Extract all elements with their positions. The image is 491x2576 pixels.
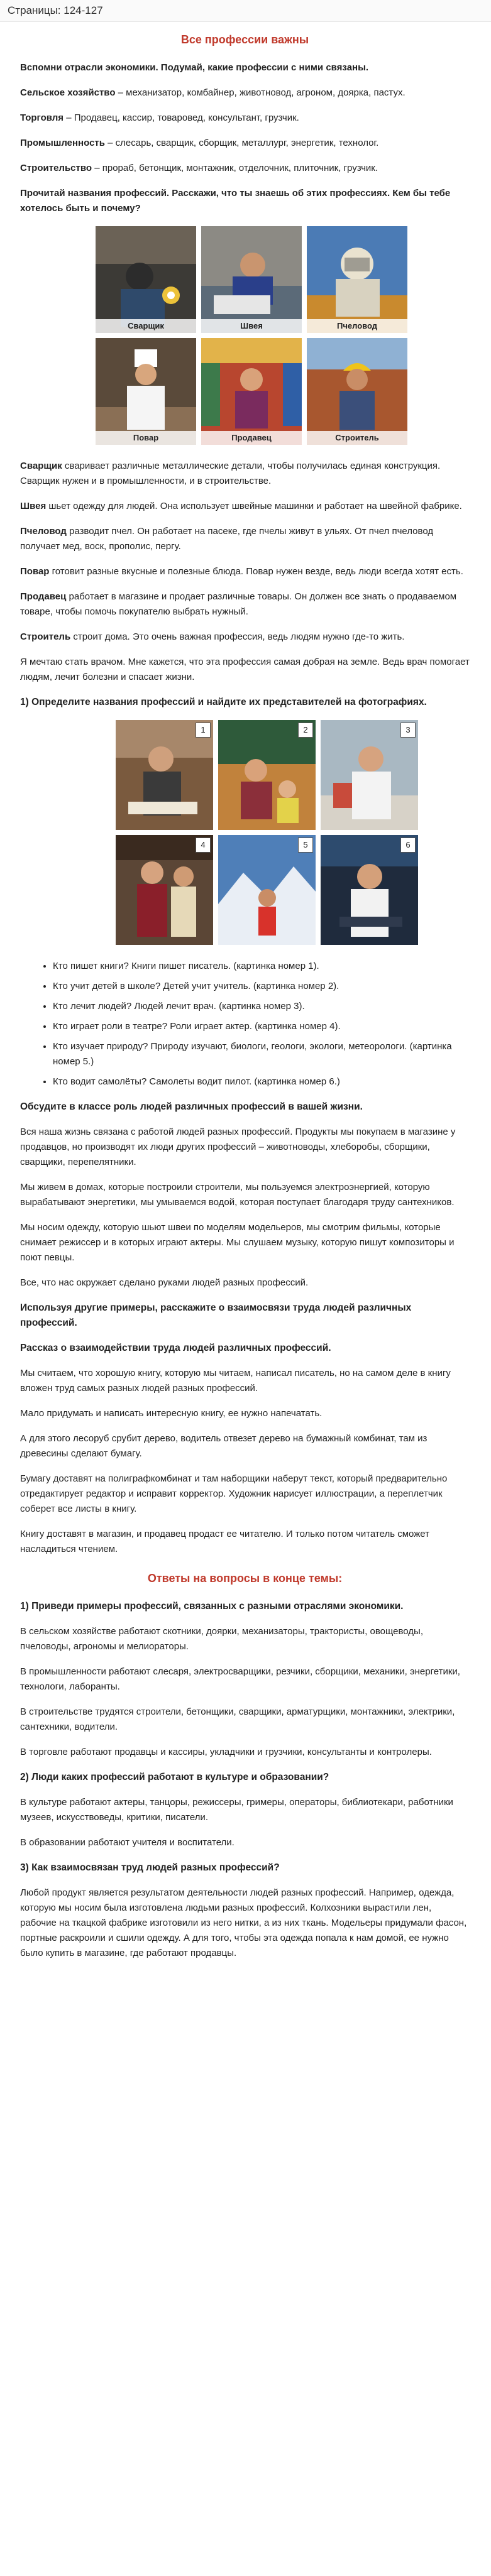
story-paragraph: Книгу доставят в магазин, и продавец продаст ее читателю. И только потом читатель сможет насладиться чтением.	[20, 1529, 429, 1554]
profession-name: Швея	[20, 501, 47, 511]
answer-paragraph: В промышленности работают слесаря, электросварщики, резчики, сборщики, механики, энергетики, технологи, лаборанты.	[20, 1666, 460, 1692]
professions-photo-grid	[96, 226, 407, 445]
seamstress-image	[201, 226, 302, 333]
profession-name: Пчеловод	[20, 526, 67, 537]
answer-paragraph: В торговле работают продавцы и кассиры, укладчики и грузчики, консультанты и контролеры.	[20, 1747, 432, 1757]
answer-paragraph: В строительстве трудятся строители, бетонщики, сварщики, арматурщики, монтажники, электрики, сантехники, водители.	[20, 1706, 455, 1732]
page-title: Все профессии важны	[180, 33, 309, 46]
photo-teacher	[218, 720, 316, 830]
question-3: 3) Как взаимосвязан труд людей разных профессий?	[20, 1862, 280, 1873]
profession-description	[20, 564, 470, 579]
sector-name: Торговля	[20, 112, 64, 123]
seller-image	[201, 338, 302, 445]
sector-item	[20, 111, 470, 126]
story-paragraph: А для этого лесоруб срубит дерево, водитель отвезет дерево на бумажный комбинат, там из древесины сделают бумагу.	[20, 1433, 428, 1459]
photo-seamstress	[201, 226, 302, 333]
examples-title: Используя другие примеры, расскажите о взаимосвязи труда людей различных профессий.	[20, 1302, 412, 1328]
read-task: Прочитай названия профессий. Расскажи, что ты знаешь об этих профессиях. Кем бы тебе хотелось быть и почему?	[20, 188, 451, 214]
sector-name: Промышленность	[20, 138, 105, 148]
sector-text: – механизатор, комбайнер, животновод, агроном, доярка, пастух.	[115, 87, 405, 98]
sector-item	[20, 161, 470, 176]
photo-doctor	[321, 720, 418, 830]
sector-text: – прораб, бетонщик, монтажник, отделочник, плиточник, грузчик.	[92, 163, 378, 173]
photo-number: 5	[298, 838, 313, 853]
answer-paragraph: В образовании работают учителя и воспитатели.	[20, 1837, 234, 1848]
sectors-list	[20, 85, 470, 176]
discuss-paragraph: Мы живем в домах, которые построили строители, мы пользуемся электроэнергией, которую вырабатывают энергетики, мы умываемся водой, которая поступает благодаря труду сантехников.	[20, 1182, 455, 1208]
dream-paragraph: Я мечтаю стать врачом. Мне кажется, что эта профессия самая добрая на земле. Ведь врач помогает людям, лечит болезни и спасает жизни.	[20, 657, 470, 682]
photo-seller	[201, 338, 302, 445]
list-item: • Кто водит самолёты? Самолеты водит пилот. (картинка номер 6.)	[53, 1074, 470, 1089]
profession-description	[20, 499, 470, 514]
photo-number: 4	[196, 838, 211, 853]
photo-caption: Швея	[201, 319, 302, 333]
list-item: • Кто пишет книги? Книги пишет писатель. (картинка номер 1).	[53, 959, 470, 974]
photo-beekeeper	[307, 226, 407, 333]
story-title: Рассказ о взаимодействии труда людей различных профессий.	[20, 1343, 331, 1353]
discuss-paragraph: Все, что нас окружает сделано руками людей разных профессий.	[20, 1277, 309, 1288]
photo-actor	[116, 835, 213, 945]
photo-pilot	[321, 835, 418, 945]
profession-name: Сварщик	[20, 461, 62, 471]
profession-text: сваривает различные металлические детали, чтобы получилась единая конструкция. Сварщик нужен и в промышленности, и в строительстве.	[20, 461, 441, 486]
answer-paragraph: В сельском хозяйстве работают скотники, доярки, механизаторы, трактористы, овощеводы, пчеловоды, агрономы и мелиораторы.	[20, 1626, 423, 1652]
cook-image	[96, 338, 196, 445]
photo-caption: Пчеловод	[307, 319, 407, 333]
list-item: • Кто лечит людей? Людей лечит врач. (картинка номер 3).	[53, 999, 470, 1014]
question-1: 1) Приведи примеры профессий, связанных с разными отраслями экономики.	[20, 1601, 404, 1612]
numbered-photo-grid	[116, 720, 418, 945]
answer-paragraph: Любой продукт является результатом деятельности людей разных профессий. Например, одежда, которую мы носим была изготовлена людьми разных профессий. Колхозники вырастили лен, рабочие на ткацкой фабрике изготовили из него нитки, а из них ткань. Модельеры придумали фасон, портные раскроили и сшили одежду. А для того, чтобы эта одежда попала к нам домой, ее нужно было купить в магазине, где работают продавцы.	[20, 1887, 467, 1958]
profession-description	[20, 524, 470, 554]
welder-image	[96, 226, 196, 333]
question-2: 2) Люди каких профессий работают в культуре и образовании?	[20, 1772, 329, 1782]
sector-text: – Продавец, кассир, товаровед, консультант, грузчик.	[63, 112, 299, 123]
profession-name: Продавец	[20, 591, 67, 602]
story-paragraph: Мы считаем, что хорошую книгу, которую мы читаем, написал писатель, но на самом деле в книгу вложен труд самых разных людей разных профессий.	[20, 1368, 451, 1394]
photo-number: 6	[400, 838, 416, 853]
answer-paragraph: В культуре работают актеры, танцоры, режиссеры, гримеры, операторы, библиотекари, работники музеев, искусствоведы, критики, писатели.	[20, 1797, 453, 1823]
photo-number: 2	[298, 723, 313, 738]
photo-caption: Сварщик	[96, 319, 196, 333]
task1-answers-list	[20, 959, 470, 1089]
article	[0, 33, 491, 1961]
profession-text: шьет одежду для людей. Она использует швейные машинки и работает на швейной фабрике.	[46, 501, 462, 511]
profession-text: работает в магазине и продает различные товары. Он должен все знать о продаваемом товаре, чтобы помочь покупателю выбрать нужный.	[20, 591, 457, 617]
profession-text: строит дома. Это очень важная профессия, ведь людям нужно где-то жить.	[70, 631, 405, 642]
professions-descriptions	[20, 459, 470, 645]
sector-text: – слесарь, сварщик, сборщик, металлург, энергетик, технолог.	[105, 138, 379, 148]
profession-text: готовит разные вкусные и полезные блюда. Повар нужен везде, ведь люди всегда хотят есть.	[49, 566, 463, 577]
profession-description	[20, 630, 470, 645]
story-paragraph: Мало придумать и написать интересную книгу, ее нужно напечатать.	[20, 1408, 323, 1419]
profession-description	[20, 459, 470, 489]
sector-item	[20, 85, 470, 101]
photo-writer	[116, 720, 213, 830]
photo-number: 1	[196, 723, 211, 738]
answers-title: Ответы на вопросы в конце темы:	[147, 1572, 343, 1585]
photo-caption: Повар	[96, 431, 196, 445]
list-item: • Кто учит детей в школе? Детей учит учитель. (картинка номер 2).	[53, 979, 470, 994]
photo-welder	[96, 226, 196, 333]
intro-task: Вспомни отрасли экономики. Подумай, какие профессии с ними связаны.	[20, 62, 369, 73]
profession-name: Строитель	[20, 631, 71, 642]
photo-scientist	[218, 835, 316, 945]
builder-image	[307, 338, 407, 445]
sector-name: Строительство	[20, 163, 92, 173]
pages-range: Страницы: 124-127	[0, 0, 491, 22]
photo-caption: Строитель	[307, 431, 407, 445]
photo-cook	[96, 338, 196, 445]
list-item: • Кто изучает природу? Природу изучают, биологи, геологи, экологи, метеорологи. (картинка номер 5.)	[53, 1039, 470, 1069]
sector-item	[20, 136, 470, 151]
profession-text: разводит пчел. Он работает на пасеке, где пчелы живут в ульях. От пчел пчеловод получает мед, воск, прополис, пергу.	[20, 526, 434, 552]
discuss-paragraph: Вся наша жизнь связана с работой людей разных профессий. Продукты мы покупаем в магазине у продавцов, но производят их люди других профессий – животноводы, хлеборобы, сборщики, сварщики, перепелятники.	[20, 1127, 456, 1167]
profession-name: Повар	[20, 566, 50, 577]
discuss-title: Обсудите в классе роль людей различных профессий в вашей жизни.	[20, 1101, 363, 1112]
story-paragraph: Бумагу доставят на полиграфкомбинат и там наборщики наберут текст, который предварительно отредактирует редактор и исправит корректор. Художник нарисует иллюстрации, а переплетчик соберет все листы в книгу.	[20, 1473, 448, 1514]
beekeeper-image	[307, 226, 407, 333]
sector-name: Сельское хозяйство	[20, 87, 116, 98]
list-item: • Кто играет роли в театре? Роли играет актер. (картинка номер 4).	[53, 1019, 470, 1034]
task1-title: 1) Определите названия профессий и найдите их представителей на фотографиях.	[20, 697, 427, 707]
photo-number: 3	[400, 723, 416, 738]
photo-caption: Продавец	[201, 431, 302, 445]
photo-builder	[307, 338, 407, 445]
discuss-paragraph: Мы носим одежду, которую шьют швеи по моделям модельеров, мы смотрим фильмы, которые снимает режиссер и в которых играют актеры. Мы слушаем музыку, которую пишут композиторы и поют певцы.	[20, 1222, 455, 1263]
profession-description	[20, 589, 470, 619]
